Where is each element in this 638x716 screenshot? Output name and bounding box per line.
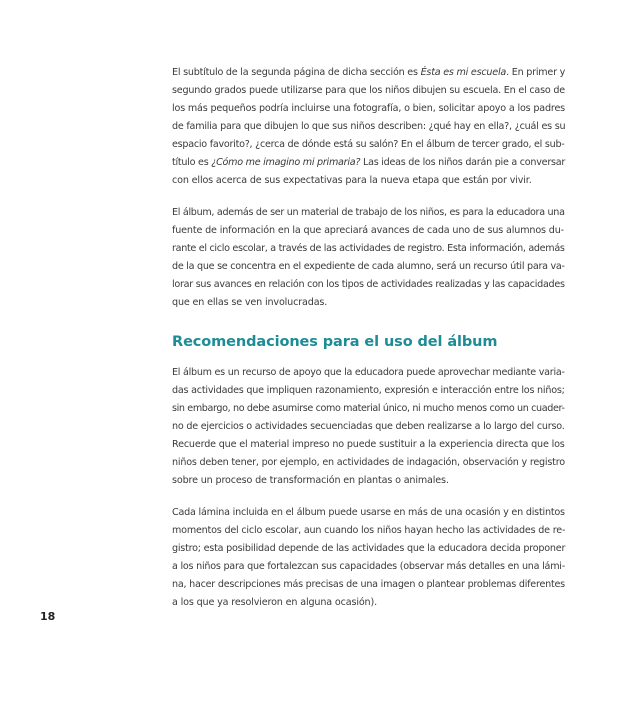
text-line: de la que se concentra en el expediente de cada alumno, será un recurso útil para va- — [172, 261, 565, 272]
italic-title: ¿Cómo me imagino mi primaria? — [211, 157, 361, 168]
text-line: de familia para que dibujen lo que sus niños describen: ¿qué hay en ella?, ¿cuál es su — [172, 121, 566, 132]
text-line: na, hacer descripciones más precisas de una imagen o plantear problemas diferentes — [172, 579, 565, 590]
text-column — [172, 64, 565, 612]
text-line: espacio favorito?, ¿cerca de dónde está su salón? En el álbum de tercer grado, el sub- — [172, 139, 565, 150]
text-line: das actividades que impliquen razonamiento, expresión e interacción entre los niños; — [172, 385, 565, 396]
text-line: que en ellas se ven involucradas. — [172, 297, 328, 308]
text-line: segundo grados puede utilizarse para que los niños dibujen su escuela. En el caso de — [172, 85, 565, 96]
text-segment: . En primer y — [506, 67, 566, 78]
text-line: niños deben tener, por ejemplo, en actividades de indagación, observación y registro — [172, 457, 565, 468]
text-line: a los niños para que fortalezcan sus capacidades (observar más detalles en una lámi- — [172, 561, 565, 572]
text-line — [172, 64, 565, 82]
top-paragraphs — [172, 64, 565, 312]
text-line: los más pequeños podría incluirse una fotografía, o bien, solicitar apoyo a los padres — [172, 103, 566, 114]
text-line: sobre un proceso de transformación en plantas o animales. — [172, 475, 449, 486]
paragraph — [172, 64, 565, 190]
text-line: El álbum es un recurso de apoyo que la educadora puede aprovechar mediante varia- — [172, 367, 565, 378]
text-line: a los que ya resolvieron en alguna ocasión). — [172, 597, 377, 608]
text-line: momentos del ciclo escolar, aun cuando los niños hayan hecho las actividades de re- — [172, 525, 566, 536]
section-heading: Recomendaciones para el uso del álbum — [172, 334, 498, 350]
text-line: Cada lámina incluida en el álbum puede usarse en más de una ocasión y en distintos — [172, 507, 565, 518]
text-line: rante el ciclo escolar, a través de las actividades de registro. Esta información, además — [172, 243, 565, 254]
paragraph — [172, 364, 565, 490]
italic-title: Ésta es mi escuela — [420, 67, 507, 78]
text-segment: El subtítulo de la segunda página de dicha sección es — [172, 67, 421, 78]
text-line: con ellos acerca de sus expectativas para la nueva etapa que están por vivir. — [172, 175, 532, 186]
page-number: 18 — [40, 610, 56, 623]
bottom-paragraphs — [172, 364, 565, 612]
text-line — [172, 154, 565, 172]
text-line: gistro; esta posibilidad depende de las actividades que la educadora decida proponer — [172, 543, 566, 554]
text-line: fuente de información en la que apreciará avances de cada uno de sus alumnos du- — [172, 225, 564, 236]
text-line: sin embargo, no debe asumirse como material único, ni mucho menos como un cuader- — [172, 403, 565, 414]
text-line: lorar sus avances en relación con los tipos de actividades realizadas y las capacidades — [172, 279, 565, 290]
text-segment: Las ideas de los niños darán pie a conversar — [360, 157, 566, 168]
text-segment: título es — [172, 157, 212, 168]
text-line: Recuerde que el material impreso no puede sustituir a la experiencia directa que los — [172, 439, 565, 450]
paragraph — [172, 204, 565, 312]
paragraph — [172, 504, 565, 612]
text-line: no de ejercicios o actividades secuenciadas que deben realizarse a lo largo del curso. — [172, 421, 565, 432]
text-line: El álbum, además de ser un material de trabajo de los niños, es para la educadora una — [172, 207, 565, 218]
